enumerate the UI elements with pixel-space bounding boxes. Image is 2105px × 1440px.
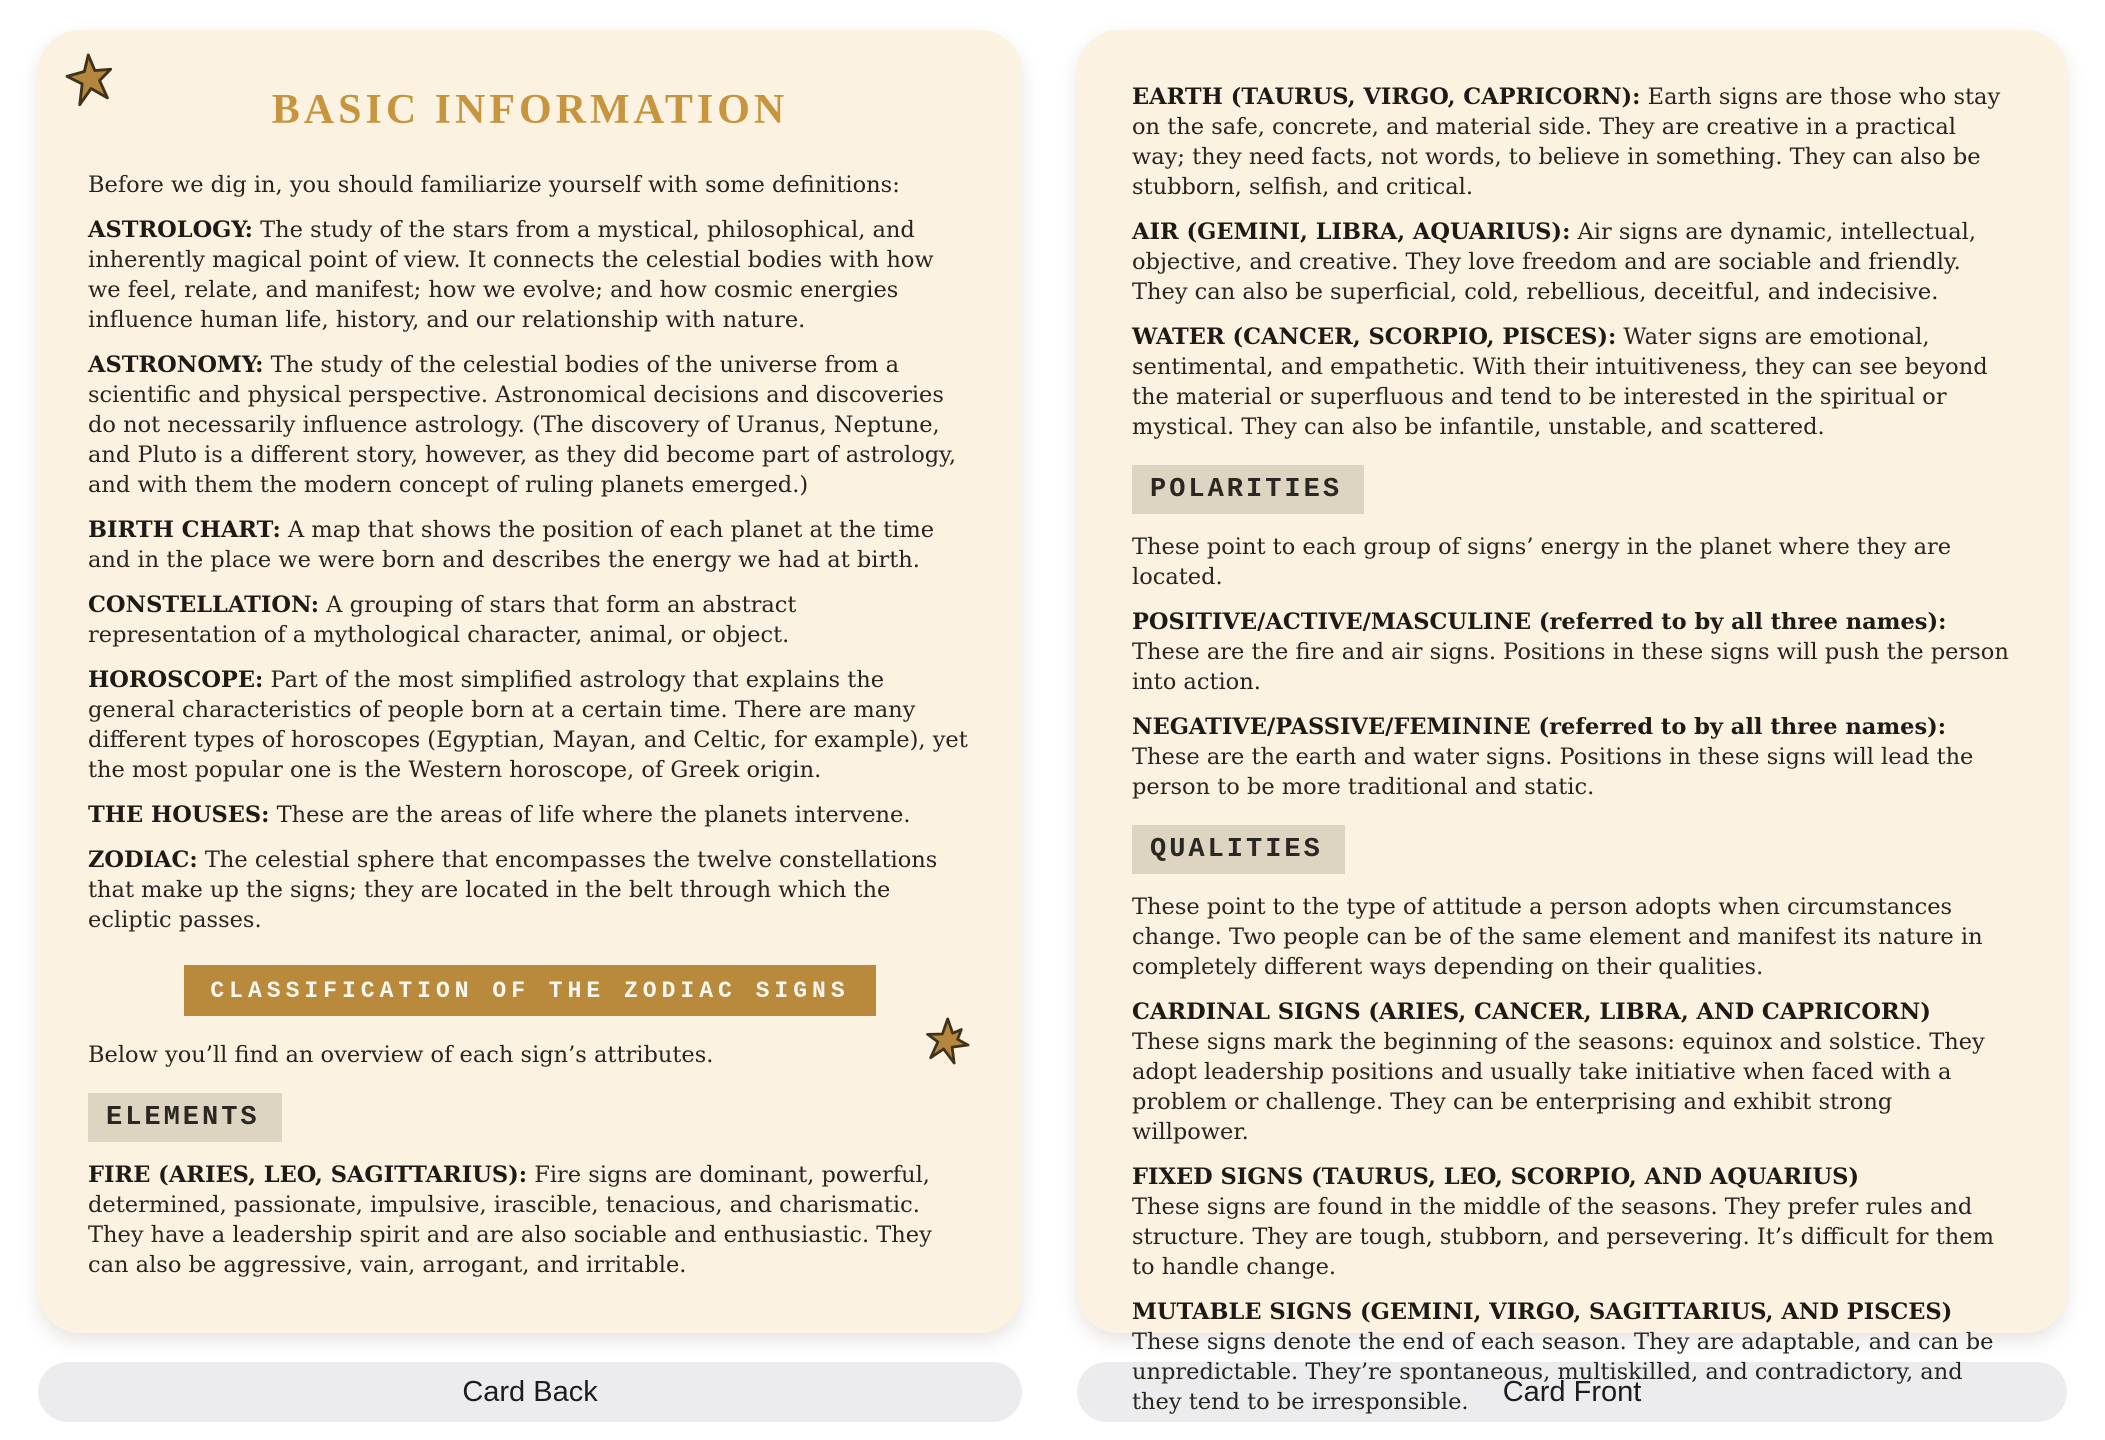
definition-astronomy: ASTRONOMY: The study of the celestial bodies of the universe from a scientific and physical perspective. Astronomical decisions and discoveries do not necessarily influence astrology. (The discovery of Uranus, Neptune, and Pluto is a different story, however, as they did become part of astrology, and with them the modern concept of ruling planets emerged.)	[88, 352, 957, 498]
card-back	[38, 30, 1022, 1333]
tab-card-back[interactable]	[38, 1362, 1022, 1422]
elements-header: ELEMENTS	[88, 1093, 282, 1142]
definition-birth-chart: BIRTH CHART: A map that shows the position of each planet at the time and in the place we were born and describes the energy we had at birth.	[88, 517, 935, 573]
qualities-header: QUALITIES	[1132, 825, 1345, 874]
element-air: AIR (GEMINI, LIBRA, AQUARIUS): Air signs are dynamic, intellectual, objective, and creative. They love freedom and are sociable and friendly. They can also be superficial, cold, rebellious, deceitful, and indecisive.	[1132, 219, 1976, 305]
overview-text: Below you’ll find an overview of each sign’s attributes.	[88, 1042, 714, 1068]
definition-constellation: CONSTELLATION: A grouping of stars that form an abstract representation of a mythological character, animal, or object.	[88, 592, 797, 648]
quality-cardinal: CARDINAL SIGNS (ARIES, CANCER, LIBRA, AND CAPRICORN) These signs mark the beginning of the seasons: equinox and solstice. They adopt leadership positions and usually take initiative when faced with a problem or challenge. They can be enterprising and exhibit strong willpower.	[1132, 999, 1985, 1145]
definition-the-houses: THE HOUSES: These are the areas of life where the planets intervene.	[88, 802, 911, 828]
tab-card-back-label: Card Back	[462, 1375, 598, 1408]
element-water: WATER (CANCER, SCORPIO, PISCES): Water signs are emotional, sentimental, and empathetic. With their intuitiveness, they can see beyond the material or superfluous and tend to be interested in the spiritual or mystical. They can also be infantile, unstable, and scattered.	[1132, 324, 1988, 440]
element-earth: EARTH (TAURUS, VIRGO, CAPRICORN): Earth signs are those who stay on the safe, concrete, and material side. They are creative in a practical way; they need facts, not words, to believe in something. They can also be stubborn, selfish, and critical.	[1132, 84, 2001, 200]
definition-zodiac: ZODIAC: The celestial sphere that encompasses the twelve constellations that make up the signs; they are located in the belt through which the ecliptic passes.	[88, 847, 938, 933]
star-icon	[62, 49, 118, 113]
polarity-positive: POSITIVE/ACTIVE/MASCULINE (referred to by all three names): These are the fire and air signs. Positions in these signs will push the person into action.	[1132, 609, 2009, 695]
quality-mutable: MUTABLE SIGNS (GEMINI, VIRGO, SAGITTARIUS, AND PISCES) These signs denote the end of each season. They are adaptable, and can be unpredictable. They’re spontaneous, multiskilled, and contradictory, and they tend to be irresponsible.	[1132, 1299, 1994, 1415]
intro-text: Before we dig in, you should familiarize yourself with some definitions:	[88, 172, 900, 198]
polarities-header: POLARITIES	[1132, 465, 1364, 514]
quality-fixed: FIXED SIGNS (TAURUS, LEO, SCORPIO, AND AQUARIUS) These signs are found in the middle of the seasons. They prefer rules and structure. They are tough, stubborn, and persevering. It’s difficult for them to handle change.	[1132, 1164, 1994, 1280]
definition-astrology: ASTROLOGY: The study of the stars from a mystical, philosophical, and inherently magical point of view. It connects the celestial bodies with how we feel, relate, and manifest; how we evolve; and how cosmic energies influence human life, history, and our relationship with nature.	[88, 217, 934, 333]
star-icon	[921, 1013, 973, 1074]
classification-banner: CLASSIFICATION OF THE ZODIAC SIGNS	[184, 965, 875, 1016]
polarity-negative: NEGATIVE/PASSIVE/FEMININE (referred to by all three names): These are the earth and water signs. Positions in these signs will lead the person to be more traditional and static.	[1132, 714, 1974, 800]
polarities-intro: These point to each group of signs’ energy in the planet where they are located.	[1132, 534, 1952, 590]
qualities-intro: These point to the type of attitude a person adopts when circumstances change. Two people can be of the same element and manifest its nature in completely different ways depending on their qualities.	[1132, 894, 1983, 980]
page-title: BASIC INFORMATION	[271, 87, 789, 133]
tab-card-front-label: Card Front	[1502, 1375, 1642, 1408]
element-fire: FIRE (ARIES, LEO, SAGITTARIUS): Fire signs are dominant, powerful, determined, passionate, impulsive, irascible, tenacious, and charismatic. They have a leadership spirit and are also sociable and enthusiastic. They can also be aggressive, vain, arrogant, and irritable.	[88, 1162, 932, 1278]
definition-horoscope: HOROSCOPE: Part of the most simplified astrology that explains the general characteristics of people born at a certain time. There are many different types of horoscopes (Egyptian, Mayan, and Celtic, for example), yet the most popular one is the Western horoscope, of Greek origin.	[88, 667, 968, 783]
